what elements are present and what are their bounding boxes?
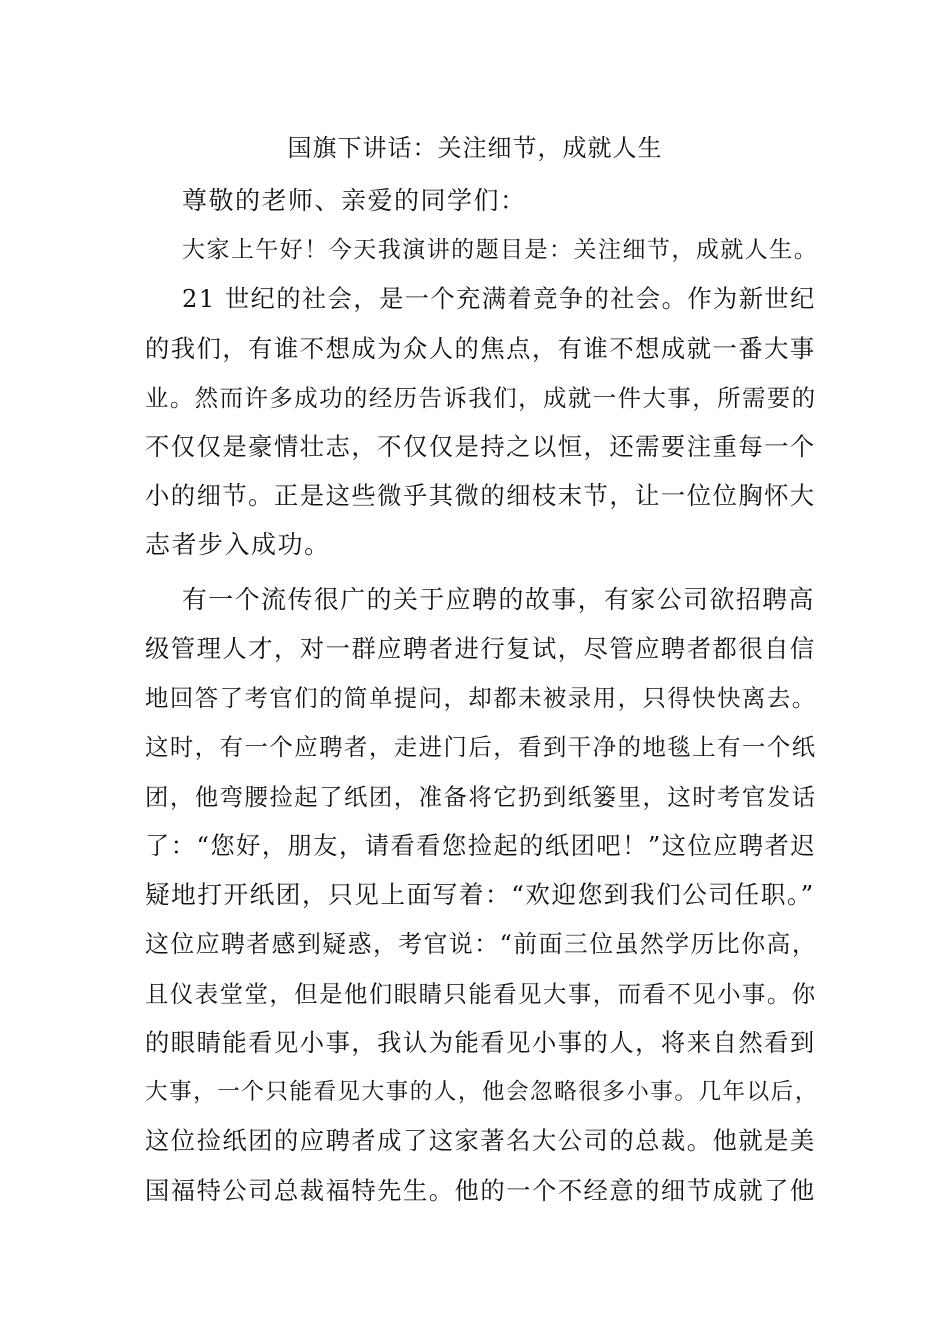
paragraph-1-line-4: 不仅仅是豪情壮志，不仅仅是持之以恒，还需要注重每一个 xyxy=(145,432,816,461)
greeting-line: 大家上午好！今天我演讲的题目是：关注细节，成就人生。 xyxy=(182,237,819,263)
paragraph-2-line-13: 国福特公司总裁福特先生。他的一个不经意的细节成就了他 xyxy=(145,1176,816,1205)
paragraph-2-line-10: 的眼睛能看见小事，我认为能看见小事的人，将来自然看到 xyxy=(145,1028,816,1057)
paragraph-2-line-5: 团，他弯腰捡起了纸团，准备将它扔到纸篓里，这时考官发话 xyxy=(145,783,817,811)
paragraph-2-line-2: 级管理人才，对一群应聘者进行复试，尽管应聘者都很自信 xyxy=(145,634,816,663)
paragraph-1-line-6: 志者步入成功。 xyxy=(145,530,331,559)
paragraph-1-line-3: 业。然而许多成功的经历告诉我们，成就一件大事，所需要的 xyxy=(145,384,817,412)
paragraph-2-line-6: 了：“您好，朋友，请看看您捡起的纸团吧！”这位应聘者迟 xyxy=(145,831,817,860)
paragraph-1-line-1: 21 世纪的社会，是一个充满着竞争的社会。作为新世纪 xyxy=(182,285,816,313)
paragraph-2-line-11: 大事，一个只能看见大事的人，他会忽略很多小事。几年以后， xyxy=(145,1079,819,1105)
paragraph-2-line-8: 这位应聘者感到疑惑，考官说：“前面三位虽然学历比你高， xyxy=(145,930,818,958)
paragraph-2-line-4: 这时，有一个应聘者，走进门后，看到干净的地毯上有一个纸 xyxy=(145,733,817,761)
paragraph-2-line-12: 这位捡纸团的应聘者成了这家著名大公司的总裁。他就是美 xyxy=(145,1126,816,1155)
paragraph-2-line-1: 有一个流传很广的关于应聘的故事，有家公司欲招聘高 xyxy=(182,585,815,614)
paragraph-1-line-5: 小的细节。正是这些微乎其微的细枝末节，让一位位胸怀大 xyxy=(145,481,816,510)
paragraph-2-line-3: 地回答了考官们的简单提问，却都未被录用，只得快快离去。 xyxy=(145,684,817,712)
document-title: 国旗下讲话：关注细节，成就人生 xyxy=(287,134,663,162)
paragraph-1-line-2: 的我们，有谁不想成为众人的焦点，有谁不想成就一番大事 xyxy=(145,334,816,363)
paragraph-2-line-7: 疑地打开纸团，只见上面写着：“欢迎您到我们公司任职。” xyxy=(145,880,815,909)
paragraph-2-line-9: 且仪表堂堂，但是他们眼睛只能看见大事，而看不见小事。你 xyxy=(145,980,817,1008)
salutation-line: 尊敬的老师、亲爱的同学们： xyxy=(182,186,527,215)
